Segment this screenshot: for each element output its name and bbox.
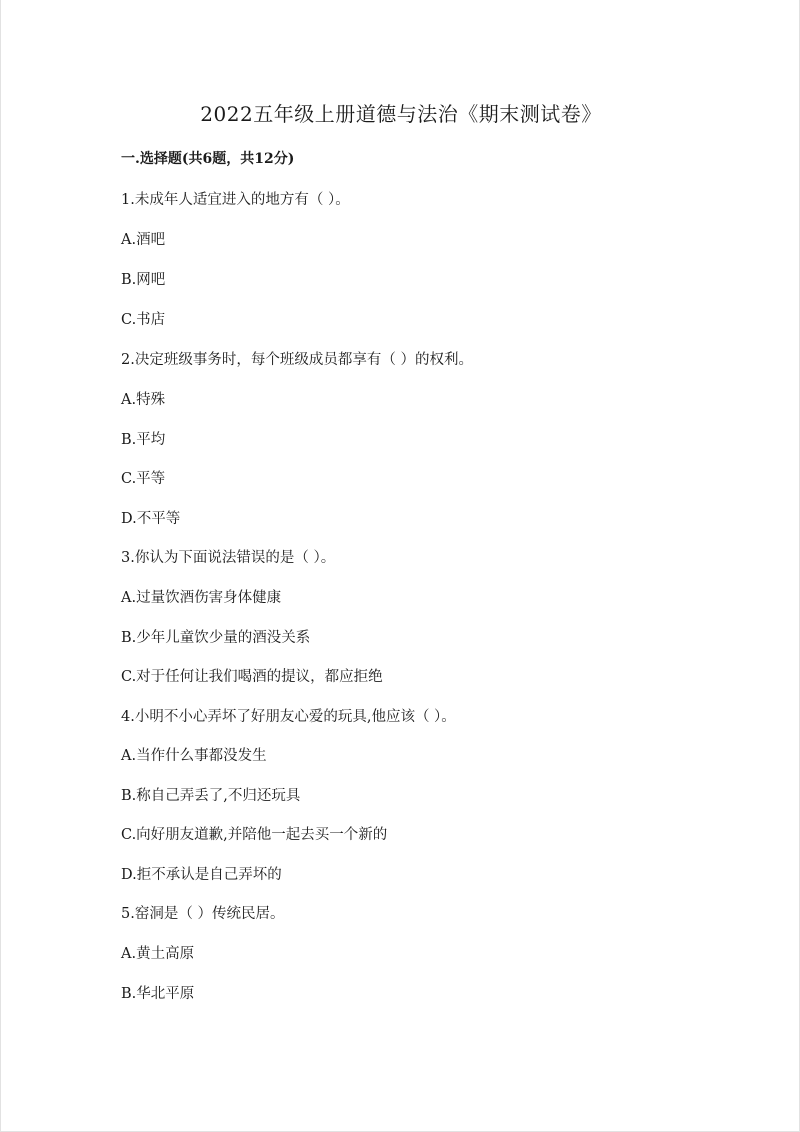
question-3-option-a: A.过量饮酒伤害身体健康 [121,590,282,606]
question-5-stem: 5.窑洞是（ ）传统民居。 [121,906,285,922]
question-3-option-b: B.少年儿童饮少量的酒没关系 [121,630,311,646]
question-2-option-b: B.平均 [121,432,166,448]
question-4-option-b: B.称自己弄丢了,不归还玩具 [121,788,301,804]
question-3-stem: 3.你认为下面说法错误的是（ ）。 [121,550,336,566]
question-3-option-c: C.对于任何让我们喝酒的提议，都应拒绝 [121,669,383,685]
question-1-option-a: A.酒吧 [121,232,166,248]
question-5-option-b: B.华北平原 [121,986,195,1002]
question-2-option-a: A.特殊 [121,392,166,408]
question-1-option-c: C.书店 [121,312,166,328]
question-1-option-b: B.网吧 [121,272,166,288]
question-2-option-d: D.不平等 [121,511,181,527]
question-4-option-d: D.拒不承认是自己弄坏的 [121,867,282,883]
question-5-option-a: A.黄土高原 [121,946,195,962]
question-4-option-c: C.向好朋友道歉,并陪他一起去买一个新的 [121,827,388,843]
question-2-option-c: C.平等 [121,471,166,487]
section-heading: 一.选择题(共6题，共12分) [121,151,295,167]
question-4-option-a: A.当作什么事都没发生 [121,748,267,764]
question-2-stem: 2.决定班级事务时，每个班级成员都享有（ ）的权利。 [121,352,473,368]
question-4-stem: 4.小明不小心弄坏了好朋友心爱的玩具,他应该（ ）。 [121,709,456,725]
question-1-stem: 1.未成年人适宜进入的地方有（ ）。 [121,192,350,208]
page-title: 2022五年级上册道德与法治《期末测试卷》 [200,102,602,126]
